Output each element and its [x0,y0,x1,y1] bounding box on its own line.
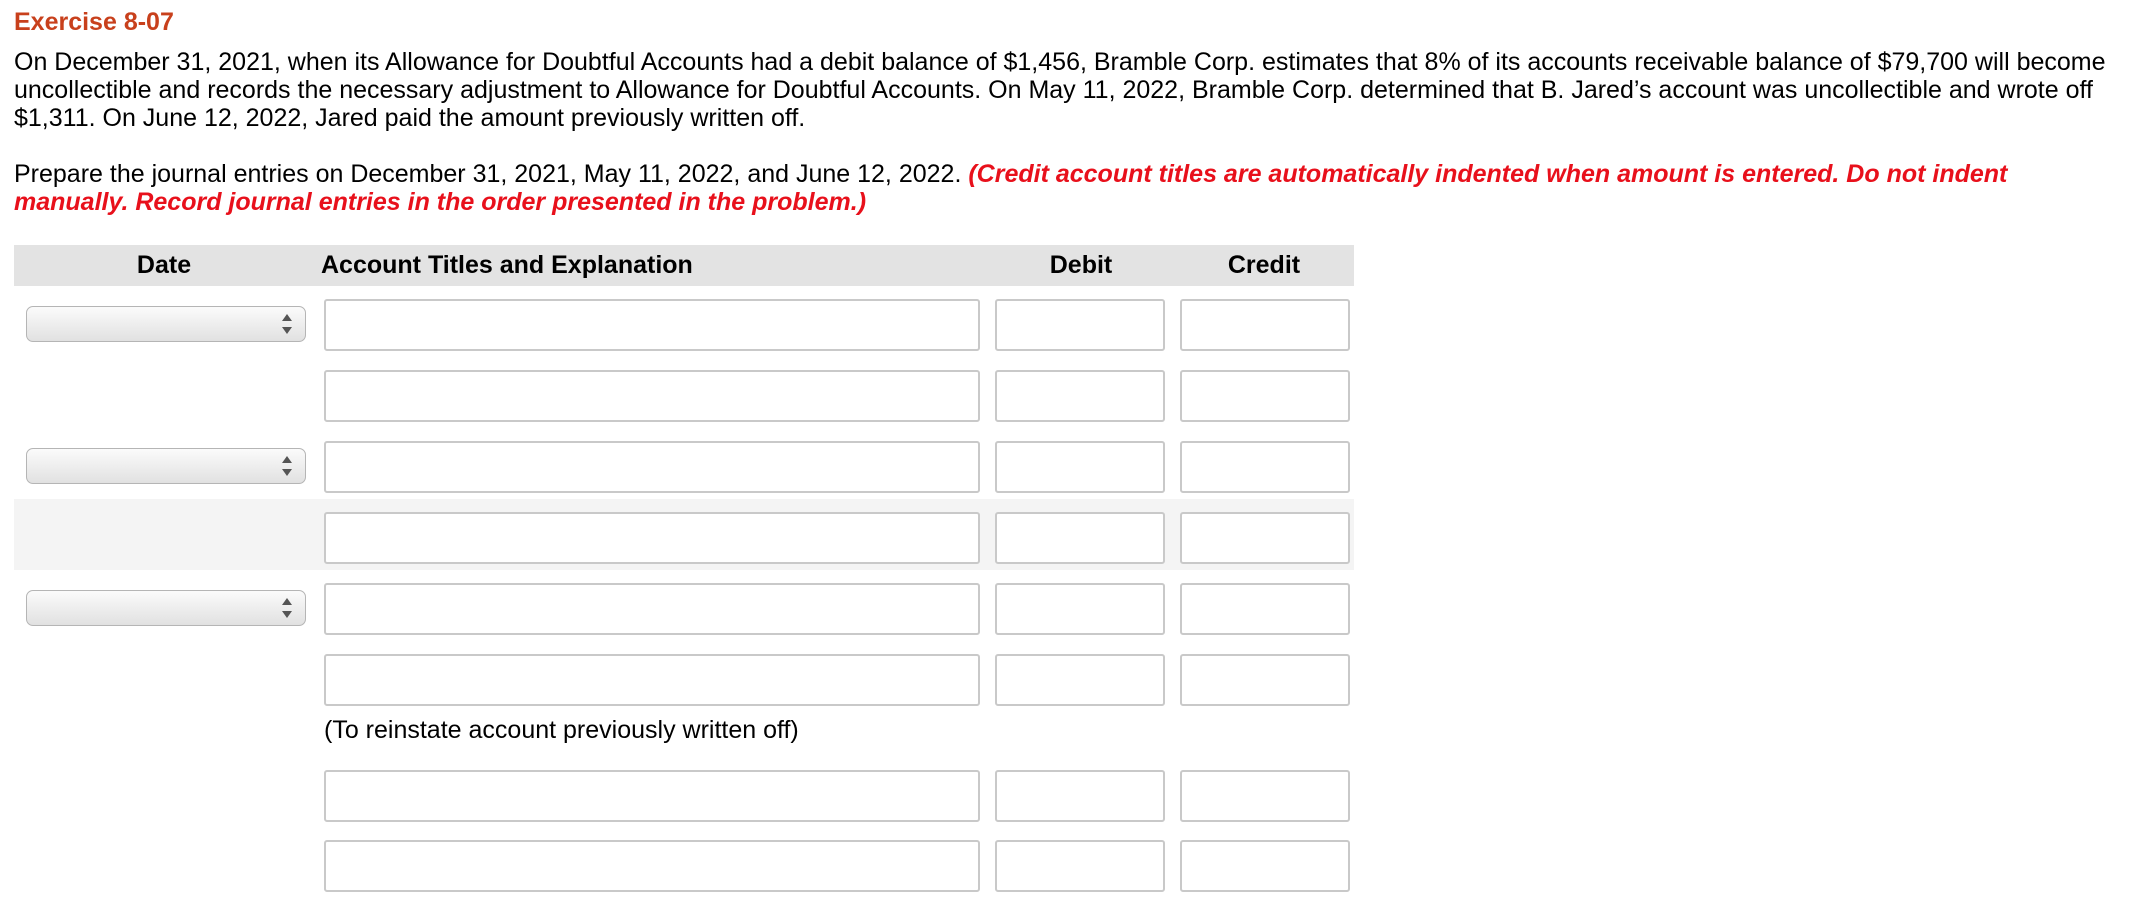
prepare-text: Prepare the journal entries on December 31, 2021, May 11, 2022, and June 12, 2022. [14,160,969,188]
debit-input-6[interactable] [995,654,1165,706]
debit-input-7[interactable] [995,770,1165,822]
header-credit: Credit [1227,251,1301,279]
instruction-note: (Credit account titles are automatically indented when amount is entered. Do not indent manually. Record journal entries in the order presented in the problem.) [14,160,2008,216]
header-account-titles: Account Titles and Explanation [321,251,693,279]
debit-input-8[interactable] [995,840,1165,892]
account-title-input-6[interactable] [324,654,980,706]
account-title-input-5[interactable] [324,583,980,635]
journal-row-7 [14,757,1354,828]
credit-input-6[interactable] [1180,654,1350,706]
debit-input-5[interactable] [995,583,1165,635]
account-title-input-3[interactable] [324,441,980,493]
credit-input-4[interactable] [1180,512,1350,564]
journal-row-3 [14,428,1354,499]
prepare-instructions [14,160,2124,216]
journal-row-1 [14,286,1354,357]
account-title-input-1[interactable] [324,299,980,351]
table-header [14,245,1354,286]
updown-arrows-icon [281,454,293,478]
updown-arrows-icon [281,312,293,336]
credit-input-1[interactable] [1180,299,1350,351]
credit-input-3[interactable] [1180,441,1350,493]
journal-row-5 [14,570,1354,641]
debit-input-4[interactable] [995,512,1165,564]
date-select-1[interactable] [26,306,306,342]
updown-arrows-icon [281,596,293,620]
debit-input-2[interactable] [995,370,1165,422]
debit-input-1[interactable] [995,299,1165,351]
journal-row-4 [14,499,1354,570]
journal-row-6 [14,641,1354,712]
credit-input-2[interactable] [1180,370,1350,422]
account-title-input-7[interactable] [324,770,980,822]
header-debit: Debit [1049,251,1113,279]
journal-entry-table [14,245,1354,895]
journal-row-8 [14,827,1354,898]
account-title-input-4[interactable] [324,512,980,564]
journal-row-2 [14,357,1354,428]
credit-input-8[interactable] [1180,840,1350,892]
date-select-3[interactable] [26,590,306,626]
reinstate-explanation: (To reinstate account previously written off) [324,716,799,744]
account-title-input-8[interactable] [324,840,980,892]
date-select-2[interactable] [26,448,306,484]
credit-input-7[interactable] [1180,770,1350,822]
credit-input-5[interactable] [1180,583,1350,635]
debit-input-3[interactable] [995,441,1165,493]
problem-paragraph: On December 31, 2021, when its Allowance for Doubtful Accounts had a debit balance of $1,456, Bramble Corp. estimates that 8% of its accounts receivable balance of $79,700 will become uncollectible and records the necessary adjustment to Allowance for Doubtful Accounts. On May 11, 2022, Bramble Corp. determined that B. Jared’s account was uncollectible and wrote off $1,311. On June 12, 2022, Jared paid the amount previously written off. [14,48,2106,132]
exercise-title: Exercise 8-07 [14,8,174,36]
header-date: Date [136,251,192,279]
account-title-input-2[interactable] [324,370,980,422]
